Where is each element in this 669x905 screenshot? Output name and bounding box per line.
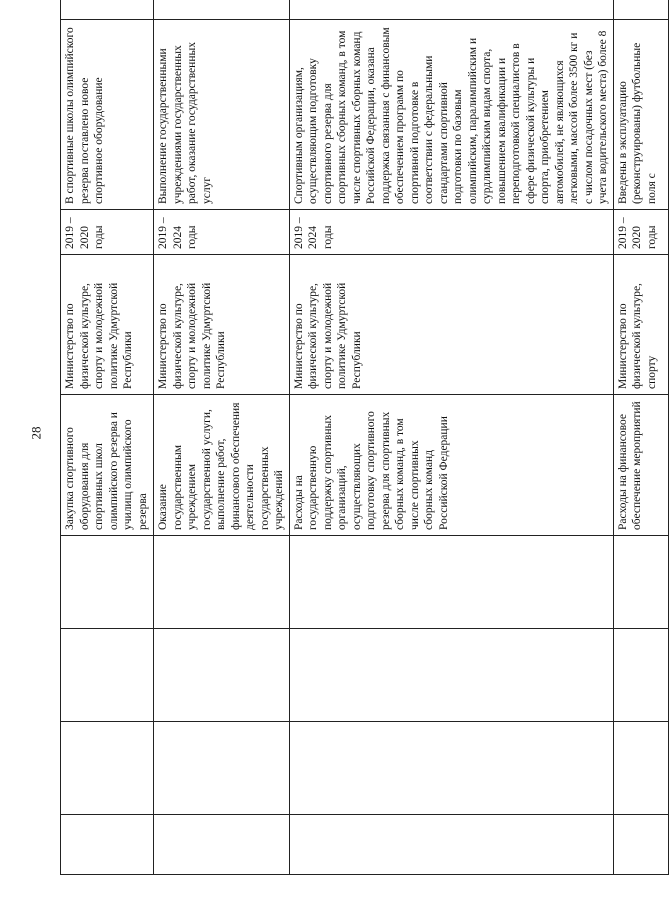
table-row	[61, 0, 154, 875]
measures-table-wrapper	[60, 27, 658, 875]
empty-cell	[289, 722, 613, 815]
row-number-cell	[61, 815, 154, 875]
executor-cell: Министерство по физической культуре, спорту и молодежной политике Удмуртской Республики	[154, 255, 290, 395]
result-cell: Выполнение государственными учреждениями государственных работ, оказание государственных услуг	[154, 20, 290, 210]
measure-name-cell: Закупка спортивного оборудования для спортивных школ олимпийского резерва и училищ олимпийского резерва	[61, 395, 154, 536]
period-cell: 2019 – 2020 годы	[61, 210, 154, 255]
empty-cell	[289, 629, 613, 722]
table-row	[613, 0, 668, 875]
row-number-cell	[613, 815, 668, 875]
result-cell: В спортивные школы олимпийского резерва поставлено новое спортивное оборудование	[61, 20, 154, 210]
period-cell: 2019 – 2024 годы	[289, 210, 613, 255]
link-cell	[289, 0, 613, 20]
empty-cell	[61, 722, 154, 815]
empty-cell	[613, 536, 668, 629]
executor-cell: Министерство по физической культуре, спорту и молодежной политике Удмуртской Республики	[61, 255, 154, 395]
link-cell	[61, 0, 154, 20]
result-cell: Спортивным организациям, осуществляющим подготовку спортивного резерва для спортивных сборных команд, в том числе спортивных сборных команд Российской Федерации, оказана поддержка связанная с финансовым обеспечением программ по спортивной подготовке в соответствии с федеральными стандартами спортивной подготовки по базовым олимпийским, паралимпийским и сурдлимпийским видам спорта, повышением квалификации и переподготовкой специалистов в сфере физической культуры и спорта, приобретением автомобилей, не являющихся легковыми, массой более 3500 кг и с числом посадочных мест (без учета водительского места) более 8	[289, 20, 613, 210]
page-number: 28	[28, 426, 44, 440]
empty-cell	[613, 722, 668, 815]
row-number-cell	[154, 815, 290, 875]
result-cell: Введены в эксплуатацию (реконструированы) футбольные поля с	[613, 20, 668, 210]
empty-cell	[61, 629, 154, 722]
row-number-cell	[289, 815, 613, 875]
table-row	[289, 0, 613, 875]
executor-cell: Министерство по физической культуре, спорту	[613, 255, 668, 395]
empty-cell	[154, 536, 290, 629]
empty-cell	[154, 722, 290, 815]
link-cell	[154, 0, 290, 20]
measures-table	[60, 0, 669, 875]
period-cell: 2019 – 2020 годы	[613, 210, 668, 255]
table-row	[154, 0, 290, 875]
empty-cell	[154, 629, 290, 722]
executor-cell: Министерство по физической культуре, спорту и молодежной политике Удмуртской Республики	[289, 255, 613, 395]
measure-name-cell: Оказание государственным учреждением государственной услуги, выполнение работ, финансового обеспечения деятельности государственных учреждений	[154, 395, 290, 536]
empty-cell	[289, 536, 613, 629]
measure-name-cell: Расходы на государственную поддержку спортивных организаций, осуществляющих подготовку спортивного резерва для спортивных сборных команд, в том числе спортивных сборных команд Российской Федерации	[289, 395, 613, 536]
link-cell	[613, 0, 668, 20]
period-cell: 2019 – 2024 годы	[154, 210, 290, 255]
measure-name-cell: Расходы на финансовое обеспечение мероприятий	[613, 395, 668, 536]
empty-cell	[613, 629, 668, 722]
empty-cell	[61, 536, 154, 629]
